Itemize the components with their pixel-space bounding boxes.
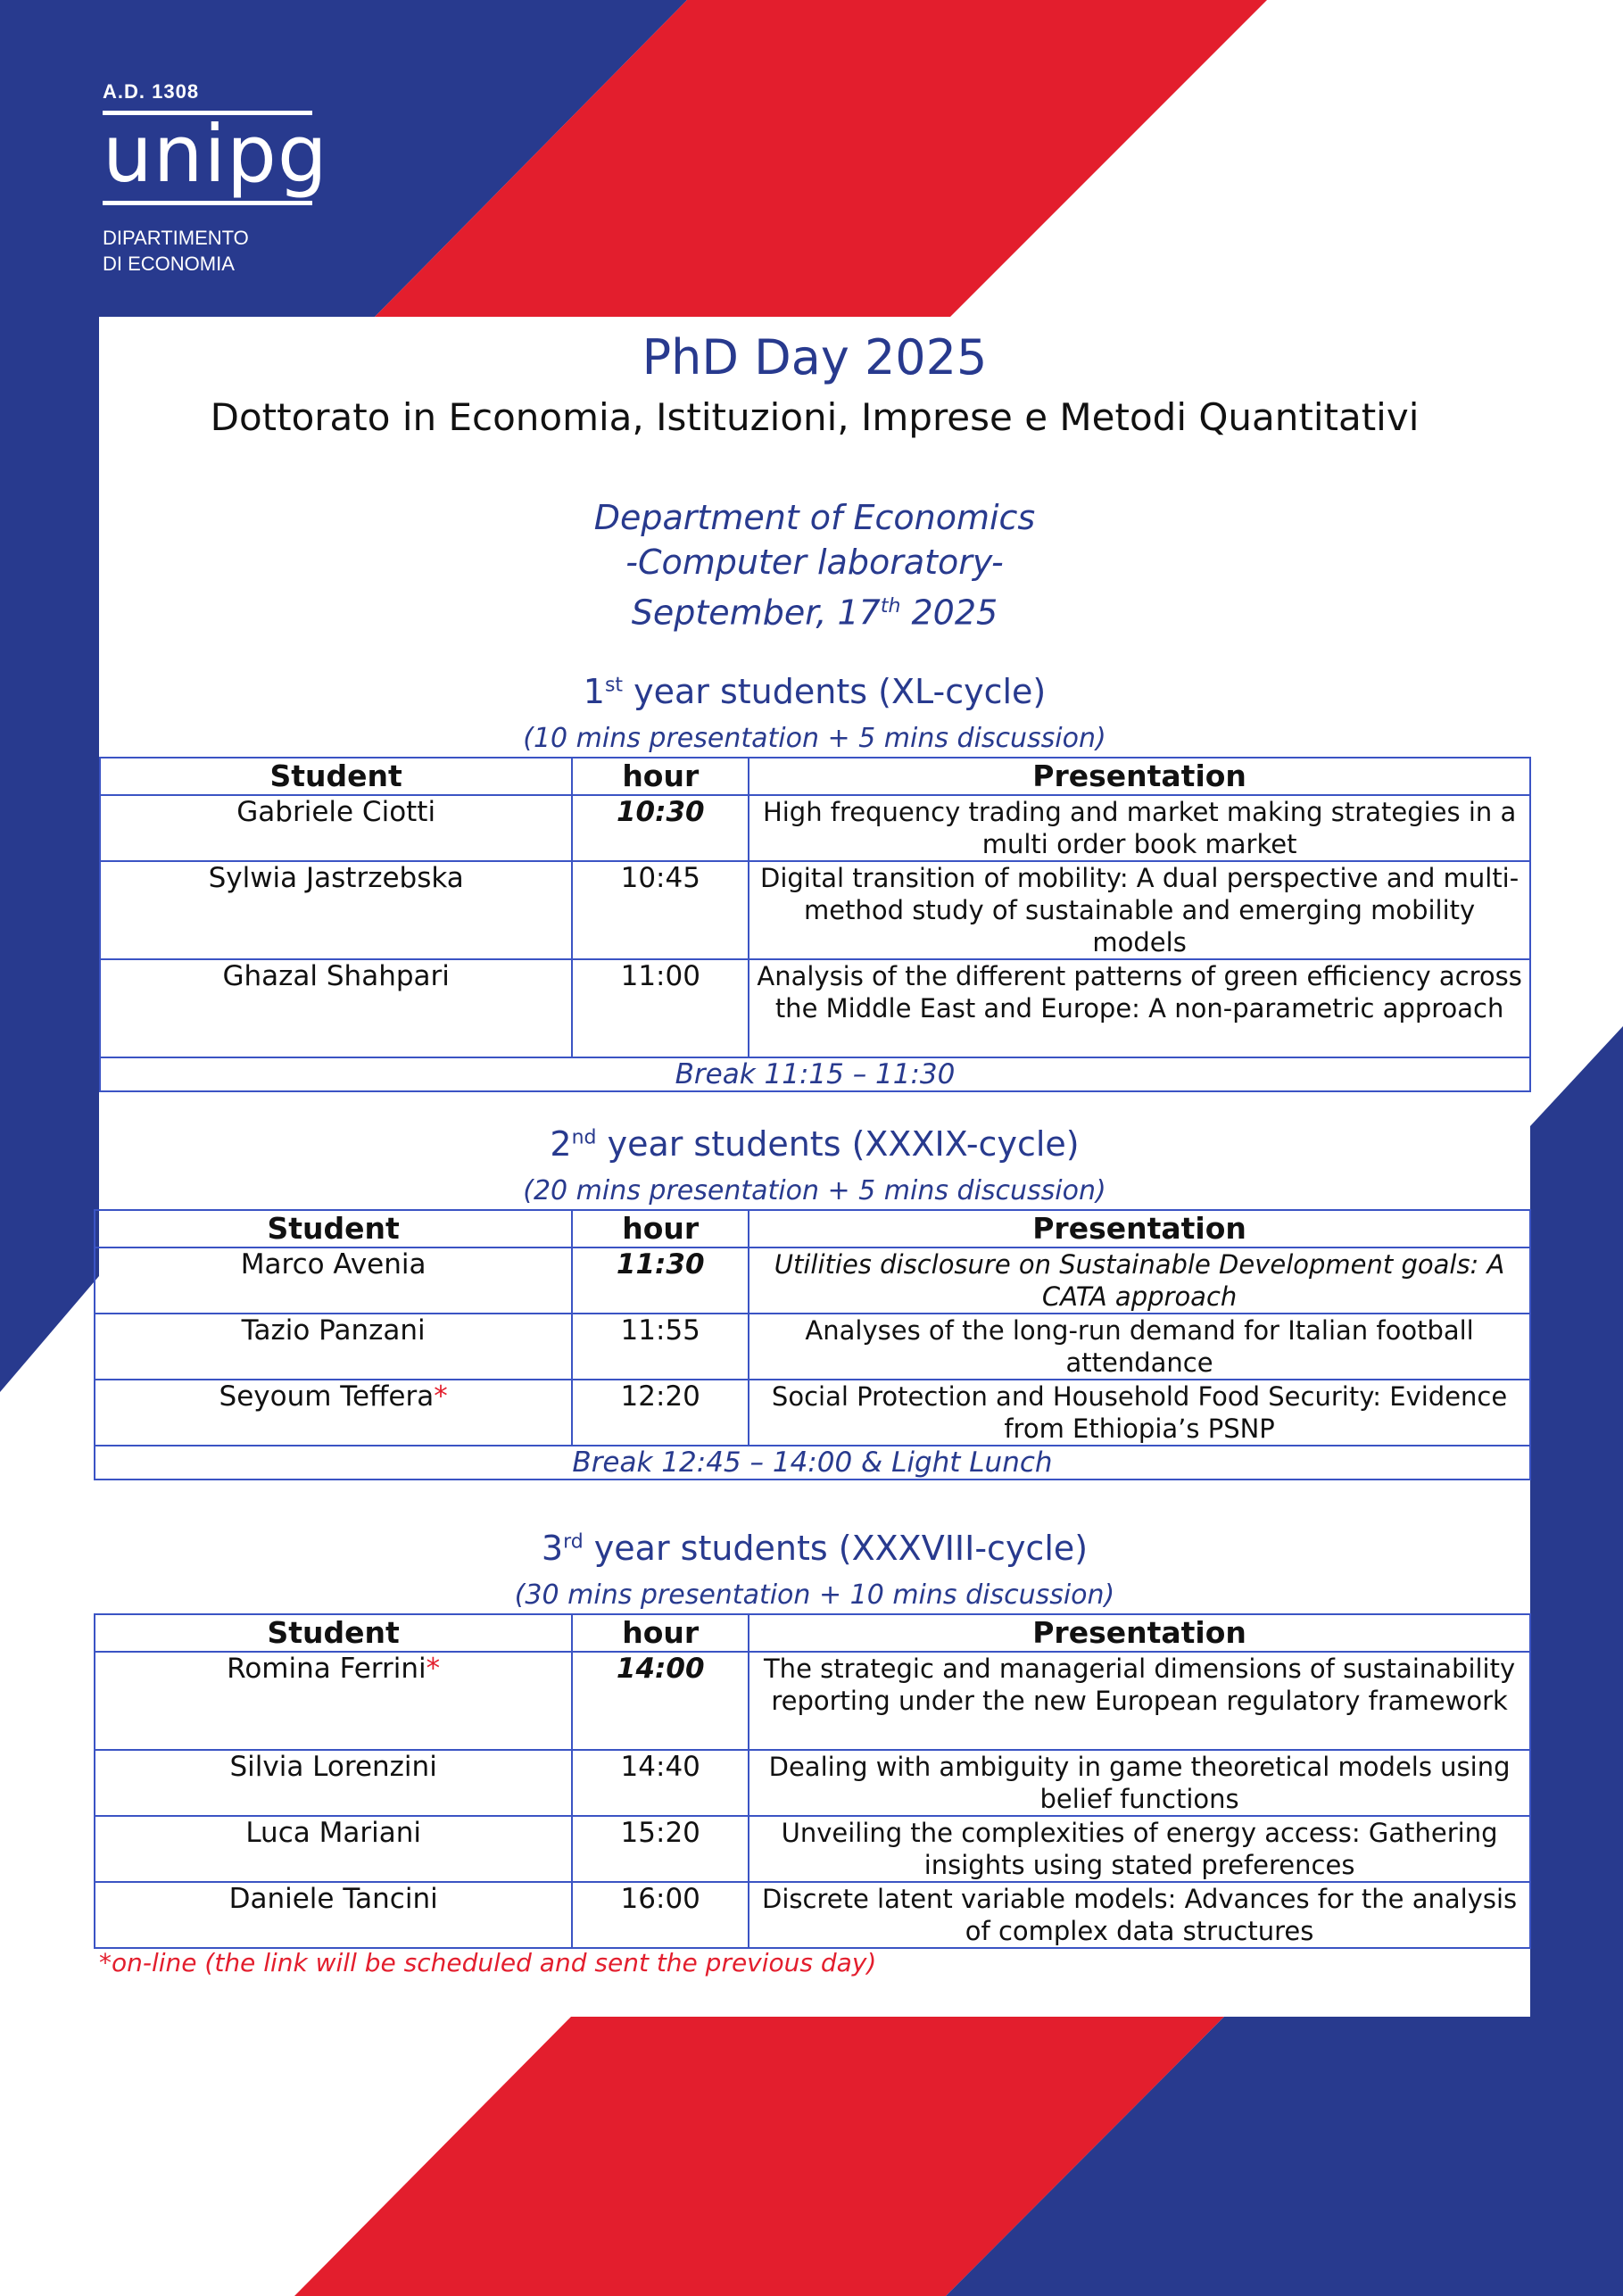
presentation-title: Social Protection and Household Food Security: Evidence from Ethiopia’s PSNP: [749, 1380, 1530, 1446]
section-3-num: 3: [541, 1529, 564, 1568]
event-info: [99, 495, 1530, 635]
talk-hour: 11:55: [572, 1314, 749, 1380]
table-row: [100, 795, 1530, 861]
section-1-sup: st: [604, 674, 624, 697]
student-name: [95, 1380, 572, 1446]
section-2-title-text: year students (XXXIX-cycle): [596, 1124, 1080, 1164]
logo-department: [103, 225, 317, 277]
col-student: Student: [100, 758, 572, 795]
section-1-title: [99, 672, 1530, 711]
table-header: [100, 758, 1530, 795]
talk-hour: 15:20: [572, 1816, 749, 1882]
student-name: Gabriele Ciotti: [100, 795, 572, 861]
table-row: [95, 1314, 1530, 1380]
table-row: [95, 1816, 1530, 1882]
presentation-title: Analysis of the different patterns of green efficiency across the Middle East and Europe: A non-parametric approach: [749, 959, 1530, 1057]
break-text: Break 12:45 – 14:00 & Light Lunch: [95, 1446, 1530, 1480]
page-title: PhD Day 2025: [642, 329, 988, 385]
event-date-prefix: September, 17: [631, 593, 881, 633]
section-3-title-text: year students (XXXVIII-cycle): [583, 1529, 1089, 1568]
col-presentation: Presentation: [749, 758, 1530, 795]
logo-wordmark: unipg: [103, 108, 328, 200]
schedule-table-1: [99, 757, 1531, 1092]
table-row: [95, 1247, 1530, 1314]
talk-hour: 16:00: [572, 1882, 749, 1948]
table-header: [95, 1210, 1530, 1247]
table-row: [95, 1882, 1530, 1948]
talk-hour: 11:30: [572, 1247, 749, 1314]
talk-hour: 14:00: [572, 1652, 749, 1750]
section-2-sup: nd: [571, 1126, 597, 1149]
section-3-note: (30 mins presentation + 10 mins discussion): [514, 1579, 1115, 1611]
table-row: [95, 1750, 1530, 1816]
col-student: Student: [95, 1210, 572, 1247]
logo-year: A.D. 1308: [103, 80, 200, 103]
student-name-text: Romina Ferrini: [227, 1653, 426, 1685]
section-2-title: [99, 1124, 1530, 1164]
section-3-title: [99, 1529, 1530, 1568]
col-hour: hour: [572, 1614, 749, 1652]
break-row: [95, 1446, 1530, 1480]
logo-department-line1: DIPARTIMENTO: [103, 227, 249, 249]
student-name-text: Seyoum Teffera: [219, 1380, 435, 1413]
schedule-table-3: [94, 1613, 1531, 1949]
table-row: [95, 1652, 1530, 1750]
presentation-title: High frequency trading and market making strategies in a multi order book market: [749, 795, 1530, 861]
logo-rule-bottom: [103, 201, 312, 205]
student-name: Marco Avenia: [95, 1247, 572, 1314]
presentation-title: Utilities disclosure on Sustainable Development goals: A CATA approach: [749, 1247, 1530, 1314]
talk-hour: 10:45: [572, 861, 749, 959]
online-marker: *: [426, 1653, 441, 1685]
blue-stripe-right: [1530, 1026, 1623, 2296]
section-2-num: 2: [550, 1124, 572, 1164]
logo-department-line2: DI ECONOMIA: [103, 253, 235, 275]
table-row: [100, 959, 1530, 1057]
event-department: Department of Economics: [593, 498, 1036, 537]
col-presentation: Presentation: [749, 1210, 1530, 1247]
student-name: Daniele Tancini: [95, 1882, 572, 1948]
table-header: [95, 1614, 1530, 1652]
break-row: [100, 1057, 1530, 1091]
presentation-title: Dealing with ambiguity in game theoretical models using belief functions: [749, 1750, 1530, 1816]
talk-hour: 14:40: [572, 1750, 749, 1816]
talk-hour: 12:20: [572, 1380, 749, 1446]
page-subtitle: Dottorato in Economia, Istituzioni, Imprese e Metodi Quantitativi: [210, 395, 1420, 439]
event-date: [99, 584, 1530, 635]
schedule-card: [99, 317, 1530, 2017]
table-row: [100, 861, 1530, 959]
section-1-num: 1: [583, 672, 605, 711]
presentation-title: Digital transition of mobility: A dual perspective and multi-method study of sustainable and emerging mobility models: [749, 861, 1530, 959]
student-name: Sylwia Jastrzebska: [100, 861, 572, 959]
unipg-logo: [103, 80, 328, 277]
online-marker: *: [434, 1380, 448, 1413]
presentation-title: Discrete latent variable models: Advances for the analysis of complex data structures: [749, 1882, 1530, 1948]
presentation-title: The strategic and managerial dimensions of sustainability reporting under the new European regulatory framework: [749, 1652, 1530, 1750]
presentation-title: Analyses of the long-run demand for Italian football attendance: [749, 1314, 1530, 1380]
break-text: Break 11:15 – 11:30: [100, 1057, 1530, 1091]
section-2-note: (20 mins presentation + 5 mins discussion): [523, 1175, 1106, 1206]
online-footnote: *on-line (the link will be scheduled and sent the previous day): [99, 1948, 877, 1977]
presentation-title: Unveiling the complexities of energy access: Gathering insights using stated preferences: [749, 1816, 1530, 1882]
student-name: Ghazal Shahpari: [100, 959, 572, 1057]
col-student: Student: [95, 1614, 572, 1652]
talk-hour: 11:00: [572, 959, 749, 1057]
section-3-sup: rd: [563, 1530, 584, 1554]
col-hour: hour: [572, 758, 749, 795]
event-date-suffix: 2025: [900, 593, 998, 633]
section-1-title-text: year students (XL-cycle): [623, 672, 1047, 711]
col-hour: hour: [572, 1210, 749, 1247]
table-row: [95, 1380, 1530, 1446]
student-name: Tazio Panzani: [95, 1314, 572, 1380]
event-location: -Computer laboratory-: [625, 543, 1004, 582]
talk-hour: 10:30: [572, 795, 749, 861]
event-date-sup: th: [880, 595, 901, 618]
col-presentation: Presentation: [749, 1614, 1530, 1652]
schedule-table-2: [94, 1209, 1531, 1480]
section-1-note: (10 mins presentation + 5 mins discussion): [523, 723, 1106, 754]
student-name: Luca Mariani: [95, 1816, 572, 1882]
student-name: Silvia Lorenzini: [95, 1750, 572, 1816]
student-name: [95, 1652, 572, 1750]
